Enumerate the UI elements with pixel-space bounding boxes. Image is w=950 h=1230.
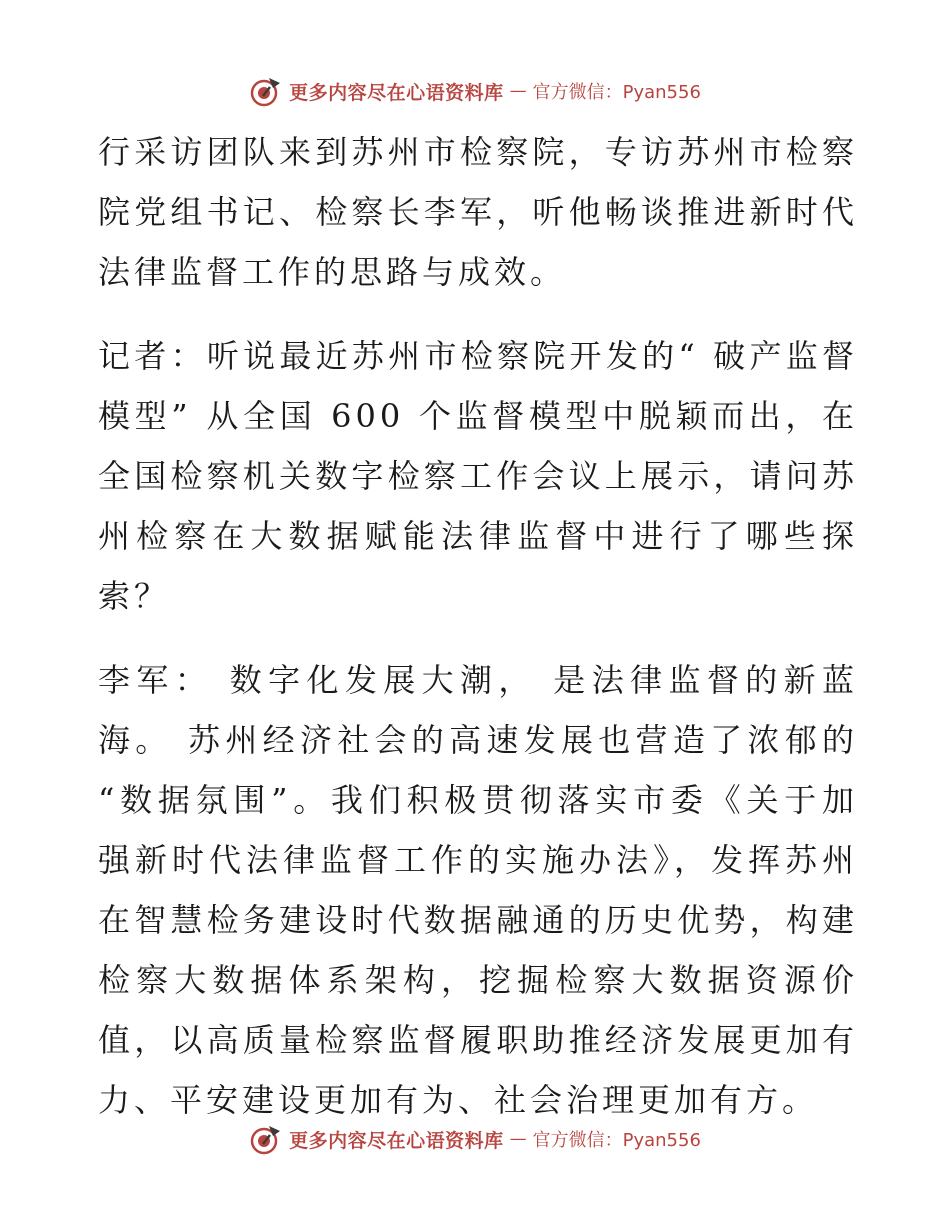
document-body [98, 122, 858, 1130]
logo-icon [249, 1122, 283, 1156]
banner-dash: — [509, 1129, 527, 1149]
banner-wechat-text: 官方微信：Pyan556 [532, 82, 701, 103]
footer-banner [0, 1122, 950, 1156]
paragraph-intro: 行采访团队来到苏州市检察院，专访苏州市检察院党组书记、检察长李军，听他畅谈推进新时代法律监督工作的思路与成效。 [98, 133, 858, 291]
paragraph-answer: 李军： 数字化发展大潮， 是法律监督的新蓝海。 苏州经济社会的高速发展也营造了浓郁的 “数据氛围”。我们积极贯彻落实市委《关于加强新时代法律监督工作的实施办法》，发挥苏州在智慧检务建设时代数据融通的历史优势，构建检察大数据体系架构，挖掘检察大数据资源价值，以高质量检察监督履职助推经济发展更加有力、平安建设更加有为、社会治理更加有方。 [98, 661, 858, 1119]
paragraph-question: 记者：听说最近苏州市检察院开发的“ 破产监督模型” 从全国 600 个监督模型中脱颖而出，在全国检察机关数字检察工作会议上展示，请问苏州检察在大数据赋能法律监督中进行了哪些探索？ [98, 337, 858, 615]
banner-dash: — [509, 81, 527, 101]
logo-icon [249, 74, 283, 108]
header-banner [0, 74, 950, 108]
banner-main-text: 更多内容尽在心语资料库 [289, 81, 504, 104]
banner-wechat-text: 官方微信：Pyan556 [532, 1130, 701, 1151]
banner-main-text: 更多内容尽在心语资料库 [289, 1129, 504, 1152]
